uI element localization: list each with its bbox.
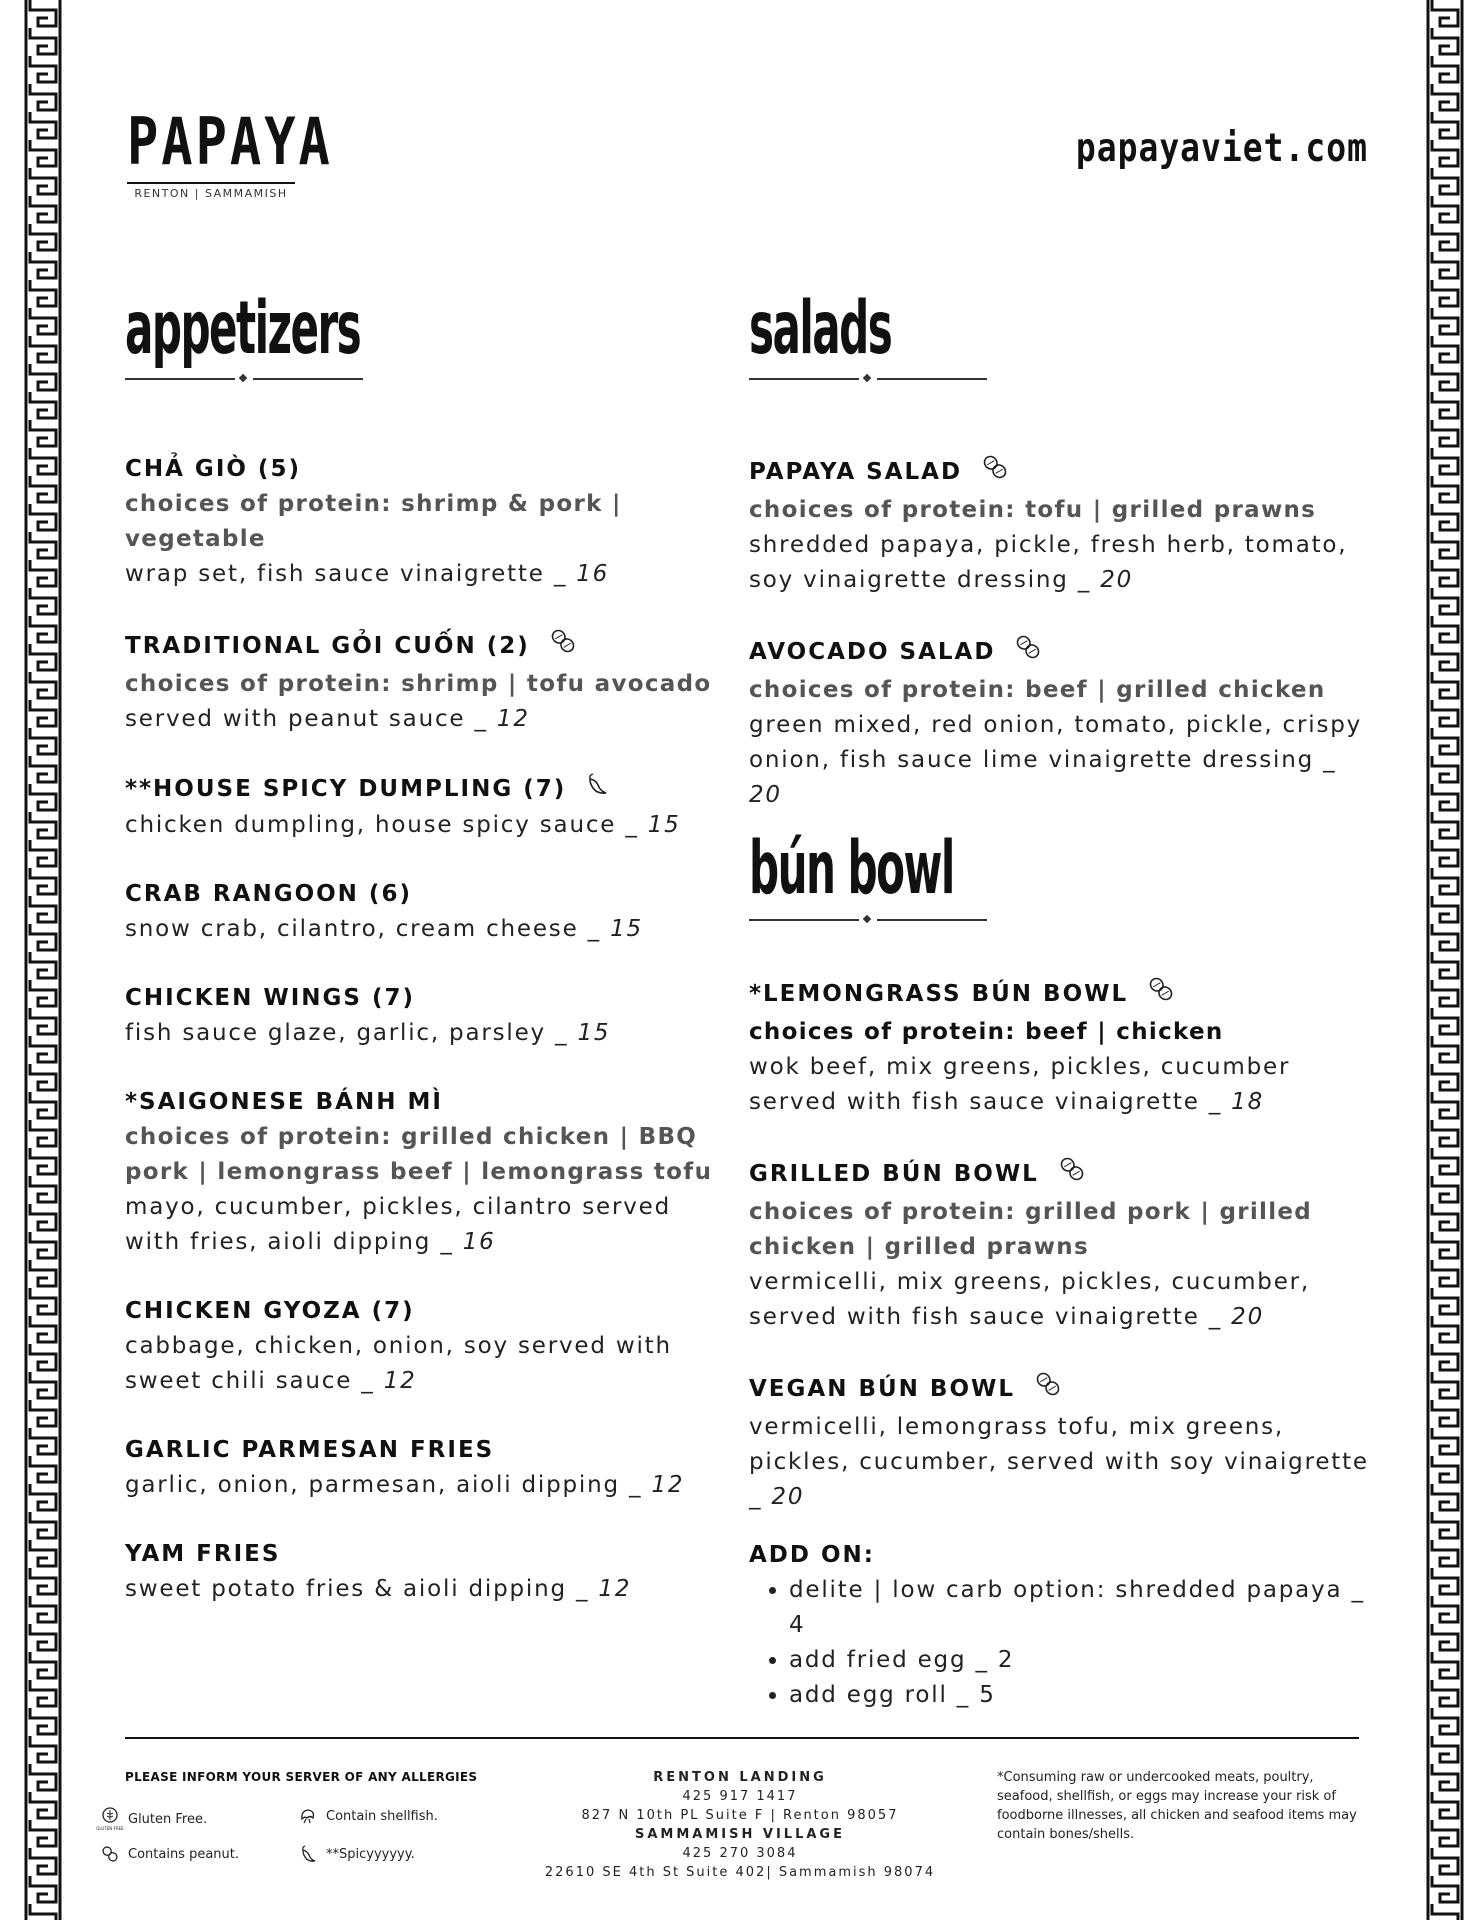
menu-item-name — [125, 452, 725, 487]
menu-item-price: 15 — [577, 1020, 611, 1046]
salads-title: salads — [749, 285, 892, 371]
menu-item-price: 12 — [383, 1368, 417, 1394]
menu-item-desc-text: wok beef, mix greens, pickles, cucumber served with fish sauce vinaigrette — [749, 1054, 1291, 1115]
menu-item-name — [125, 626, 725, 667]
appetizers-title: appetizers — [125, 285, 361, 371]
menu-item-description: mayo, cucumber, pickles, cilantro served with fries, aioli dipping _ 16 — [125, 1194, 671, 1255]
menu-item-name — [749, 1154, 1369, 1195]
menu-item — [125, 1085, 725, 1260]
menu-item-description: wok beef, mix greens, pickles, cucumber served with fish sauce vinaigrette _ 18 — [749, 1054, 1291, 1115]
menu-item-name — [125, 1433, 725, 1468]
menu-item-protein: choices of protein: tofu | grilled prawns — [749, 497, 1317, 523]
menu-item — [125, 771, 725, 843]
menu-item-name — [749, 452, 1369, 493]
menu-item-desc-text: garlic, onion, parmesan, aioli dipping — [125, 1472, 620, 1498]
menu-item-description: wrap set, fish sauce vinaigrette _ 16 — [125, 561, 610, 587]
add-on-item: • add fried egg _ 2 — [789, 1643, 1369, 1678]
menu-item-desc-text: mayo, cucumber, pickles, cilantro served with fries, aioli dipping — [125, 1194, 671, 1255]
peanut-icon — [1146, 974, 1176, 1015]
restaurant-logo — [127, 105, 333, 200]
logo-wordmark: PAPAYA — [127, 105, 333, 180]
menu-item-price: 18 — [1231, 1089, 1265, 1115]
menu-item-description: vermicelli, lemongrass tofu, mix greens, pickles, cucumber, served with soy vinaigrette _ 20 — [749, 1414, 1369, 1510]
menu-item-description: served with peanut sauce _ 12 — [125, 706, 530, 732]
menu-item-price: 20 — [771, 1484, 805, 1510]
menu-item-title: GRILLED BÚN BOWL — [749, 1161, 1039, 1187]
menu-item-description: snow crab, cilantro, cream cheese _ 15 — [125, 916, 643, 942]
menu-item-description: shredded papaya, pickle, fresh herb, tomato, soy vinaigrette dressing _ 20 — [749, 532, 1348, 593]
appetizers-divider — [125, 374, 363, 384]
menu-item — [125, 626, 725, 737]
logo-rule — [127, 182, 295, 184]
menu-item-desc-text: chicken dumpling, house spicy sauce — [125, 812, 617, 838]
menu-item-title: PAPAYA SALAD — [749, 459, 963, 485]
menu-item-desc-text: green mixed, red onion, tomato, pickle, crispy onion, fish sauce lime vinaigrette dressing — [749, 712, 1363, 773]
menu-item-price: 12 — [496, 706, 530, 732]
menu-item-price: 20 — [749, 782, 782, 808]
menu-item-description: vermicelli, mix greens, pickles, cucumber, served with fish sauce vinaigrette _ 20 — [749, 1269, 1311, 1330]
menu-item-title: VEGAN BÚN BOWL — [749, 1376, 1016, 1402]
menu-item-description: fish sauce glaze, garlic, parsley _ 15 — [125, 1020, 611, 1046]
legend-gluten-free-label: Gluten Free. — [128, 1811, 208, 1827]
menu-item-description: green mixed, red onion, tomato, pickle, crispy onion, fish sauce lime vinaigrette dressing _ 20 — [749, 712, 1363, 808]
menu-item-title: CHICKEN GYOZA (7) — [125, 1298, 415, 1324]
appetizer-list — [125, 452, 725, 1641]
spicy-icon — [584, 771, 610, 808]
peanut-icon — [1013, 632, 1043, 673]
menu-item — [749, 974, 1369, 1120]
legend-peanut — [100, 1844, 239, 1864]
right-fret-border — [1418, 0, 1470, 1920]
menu-item-desc-text: shredded papaya, pickle, fresh herb, tomato, soy vinaigrette dressing — [749, 532, 1348, 593]
add-on-section — [749, 1538, 1369, 1713]
menu-item-desc-text: sweet potato fries & aioli dipping — [125, 1576, 567, 1602]
menu-item-price: 12 — [598, 1576, 632, 1602]
menu-item-title: **HOUSE SPICY DUMPLING (7) — [125, 776, 567, 802]
peanut-icon — [1033, 1369, 1063, 1410]
legend-shellfish-label: Contain shellfish. — [326, 1808, 438, 1824]
menu-item — [749, 632, 1369, 813]
menu-item-protein: choices of protein: beef | grilled chicken — [749, 677, 1326, 703]
peanut-icon — [980, 452, 1010, 493]
menu-item — [125, 877, 725, 947]
legend-spicy-label: **Spicyyyyyy. — [326, 1846, 415, 1862]
menu-item-description: garlic, onion, parmesan, aioli dipping _ 12 — [125, 1472, 685, 1498]
bun-bowl-list — [749, 974, 1369, 1549]
menu-item-desc-text: cabbage, chicken, onion, soy served with sweet chili sauce — [125, 1333, 672, 1394]
shellfish-icon — [298, 1806, 318, 1826]
menu-item-name — [125, 981, 725, 1016]
menu-item-title: *LEMONGRASS BÚN BOWL — [749, 981, 1129, 1007]
menu-item-title: CRAB RANGOON (6) — [125, 881, 412, 907]
menu-item-name — [125, 1294, 725, 1329]
add-on-list — [749, 1573, 1369, 1713]
menu-item-desc-text: fish sauce glaze, garlic, parsley — [125, 1020, 546, 1046]
bun-bowl-title: bún bowl — [749, 825, 954, 911]
location-phone: 425 270 3084 — [682, 1846, 798, 1861]
menu-item-desc-text: snow crab, cilantro, cream cheese — [125, 916, 579, 942]
menu-item-price: 20 — [1231, 1304, 1265, 1330]
gluten-free-icon — [96, 1806, 124, 1832]
menu-item — [125, 1433, 725, 1503]
menu-item — [125, 1537, 725, 1607]
menu-item-name — [125, 1085, 725, 1120]
menu-item-name — [749, 974, 1369, 1015]
menu-item-name — [125, 1537, 725, 1572]
menu-item — [749, 1154, 1369, 1335]
location-name: SAMMAMISH VILLAGE — [635, 1827, 845, 1842]
menu-item-description: cabbage, chicken, onion, soy served with sweet chili sauce _ 12 — [125, 1333, 672, 1394]
legend-gluten-free — [96, 1806, 208, 1832]
menu-item-desc-text: wrap set, fish sauce vinaigrette — [125, 561, 545, 587]
menu-item-price: 15 — [610, 916, 643, 942]
salads-divider — [749, 374, 987, 384]
menu-item-protein: choices of protein: grilled pork | grilled chicken | grilled prawns — [749, 1199, 1313, 1260]
location-address: 22610 SE 4th St Suite 402| Sammamish 98074 — [544, 1865, 936, 1880]
menu-item-title: TRADITIONAL GỎI CUỐN (2) — [125, 633, 530, 659]
menu-item-price: 12 — [651, 1472, 685, 1498]
menu-item-desc-text: served with peanut sauce — [125, 706, 466, 732]
menu-item-title: CHẢ GIÒ (5) — [125, 456, 301, 482]
bun-bowl-divider — [749, 915, 987, 925]
menu-item-description: sweet potato fries & aioli dipping _ 12 — [125, 1576, 632, 1602]
menu-item-price: 16 — [576, 561, 610, 587]
allergy-notice: PLEASE INFORM YOUR SERVER OF ANY ALLERGIES — [125, 1770, 478, 1784]
legend-peanut-label: Contains peanut. — [128, 1846, 240, 1862]
menu-item-price: 16 — [462, 1229, 496, 1255]
menu-item — [749, 1369, 1369, 1515]
left-fret-border — [16, 0, 68, 1920]
menu-item-desc-text: vermicelli, mix greens, pickles, cucumber, served with fish sauce vinaigrette — [749, 1269, 1311, 1330]
legend-shellfish — [298, 1806, 438, 1826]
menu-item-protein: choices of protein: shrimp | tofu avocado — [125, 671, 712, 697]
legend-spicy — [298, 1844, 415, 1864]
add-on-title: ADD ON: — [749, 1542, 875, 1568]
menu-item-title: AVOCADO SALAD — [749, 639, 996, 665]
menu-item — [125, 452, 725, 592]
menu-item-protein: choices of protein: shrimp & pork | vegetable — [125, 491, 622, 552]
logo-locations: RENTON | SAMMAMISH — [134, 187, 288, 200]
menu-item-title: GARLIC PARMESAN FRIES — [125, 1437, 495, 1463]
peanut-icon — [548, 626, 578, 667]
menu-item-protein: choices of protein: beef | chicken — [749, 1019, 1224, 1045]
menu-item-name — [125, 877, 725, 912]
menu-item-title: YAM FRIES — [125, 1541, 281, 1567]
menu-item — [125, 1294, 725, 1399]
peanut-icon — [100, 1844, 120, 1864]
chili-pepper-icon — [298, 1844, 318, 1864]
menu-item-price: 20 — [1100, 567, 1134, 593]
peanut-icon — [1057, 1154, 1087, 1195]
menu-item-desc-text: vermicelli, lemongrass tofu, mix greens, pickles, cucumber, served with soy vinaigrette — [749, 1414, 1369, 1475]
menu-item-name — [749, 632, 1369, 673]
menu-item-price: 15 — [647, 812, 681, 838]
menu-item-title: *SAIGONESE BÁNH MÌ — [125, 1089, 443, 1115]
footer-rule — [125, 1737, 1359, 1739]
add-on-item: • add egg roll _ 5 — [789, 1678, 1369, 1713]
menu-item-name — [749, 1369, 1369, 1410]
add-on-item: • delite | low carb option: shredded papaya _ 4 — [789, 1573, 1369, 1643]
location-name: RENTON LANDING — [653, 1770, 827, 1785]
website-url[interactable]: papayaviet.com — [1075, 124, 1368, 171]
food-safety-disclaimer: *Consuming raw or undercooked meats, poultry, seafood, shellfish, or eggs may increase your risk of foodborne illnesses, all chicken and seafood items may contain bones/shells. — [997, 1770, 1357, 1842]
gluten-free-badge-text: GLUTEN FREE — [96, 1826, 124, 1831]
menu-item — [749, 452, 1369, 598]
menu-item — [125, 981, 725, 1051]
menu-item-title: CHICKEN WINGS (7) — [125, 985, 416, 1011]
menu-item-name — [125, 771, 725, 808]
menu-item-description: chicken dumpling, house spicy sauce _ 15 — [125, 812, 681, 838]
location-addresses — [520, 1768, 960, 1882]
location-phone: 425 917 1417 — [682, 1789, 798, 1804]
menu-item-protein: choices of protein: grilled chicken | BBQ pork | lemongrass beef | lemongrass tofu — [125, 1124, 713, 1185]
salad-list — [749, 452, 1369, 847]
location-address: 827 N 10th PL Suite F | Renton 98057 — [581, 1808, 899, 1823]
